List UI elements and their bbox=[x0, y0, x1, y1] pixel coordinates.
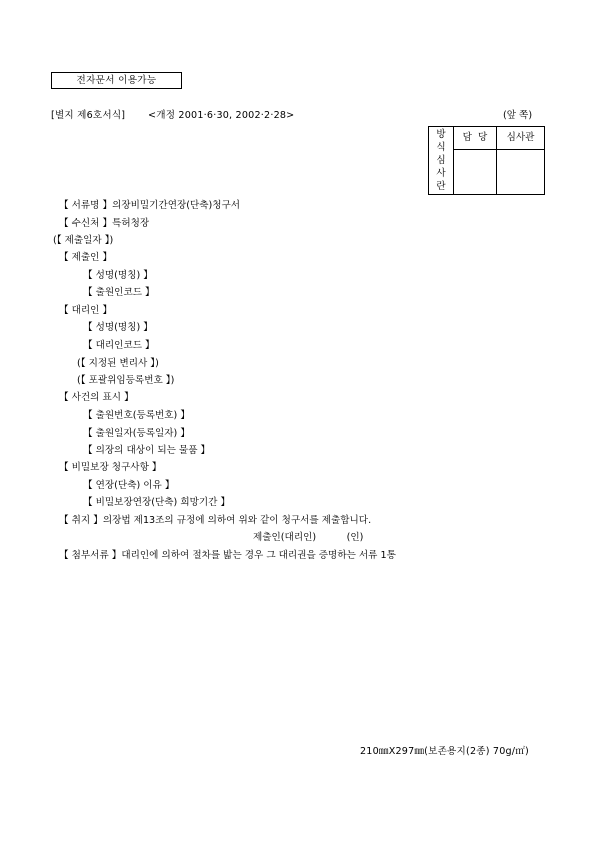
officer-header: 담 당 bbox=[454, 127, 497, 150]
desired-period-field: 【 비밀보장연장(단축) 희망기간 】 bbox=[83, 497, 231, 508]
signature-line: 제출인(대리인) (인) bbox=[253, 532, 364, 543]
review-box bbox=[428, 126, 545, 195]
secret-request-section: 【 비밀보장 청구사항 】 bbox=[59, 462, 162, 473]
application-date-field: 【 출원일자(등록일자) 】 bbox=[83, 428, 190, 439]
review-label-char: 식 bbox=[436, 142, 446, 153]
designated-attorney-field: (【 지정된 변리사 】) bbox=[77, 358, 159, 369]
recipient-field: 【 수신처 】특허청장 bbox=[59, 218, 150, 229]
submitter-section: 【 제출인 】 bbox=[59, 252, 113, 263]
officer-sign-cell bbox=[454, 150, 497, 195]
form-number: [별지 제6호서식] bbox=[51, 110, 126, 121]
submitter-code-field: 【 출원인코드 】 bbox=[83, 287, 155, 298]
examiner-header: 심사관 bbox=[497, 127, 545, 150]
agent-code-field: 【 대리인코드 】 bbox=[83, 340, 155, 351]
review-label-char: 사 bbox=[436, 168, 446, 179]
review-label-char: 방 bbox=[436, 129, 446, 140]
paper-spec-footer: 210㎜X297㎜(보존용지(2종) 70g/㎡) bbox=[360, 746, 529, 757]
page-side-label: (앞 쪽) bbox=[503, 110, 533, 121]
reason-field: 【 연장(단축) 이유 】 bbox=[83, 480, 175, 491]
electronic-document-label: 전자문서 이용가능 bbox=[51, 72, 182, 89]
agent-name-field: 【 성명(명칭) 】 bbox=[83, 322, 153, 333]
case-display-section: 【 사건의 표시 】 bbox=[59, 392, 134, 403]
purpose-field: 【 취지 】의장법 제13조의 규정에 의하여 위와 같이 청구서를 제출합니다. bbox=[59, 515, 372, 526]
application-number-field: 【 출원번호(등록번호) 】 bbox=[83, 410, 190, 421]
general-registration-field: (【 포괄위임등록번호 】) bbox=[77, 375, 175, 386]
submit-date-field: (【 제출일자 】) bbox=[53, 235, 114, 246]
review-label-char: 란 bbox=[436, 181, 446, 192]
amendment-note: <개정 2001·6·30, 2002·2·28> bbox=[148, 110, 295, 121]
examiner-sign-cell bbox=[497, 150, 545, 195]
submitter-name-field: 【 성명(명칭) 】 bbox=[83, 270, 153, 281]
article-field: 【 의장의 대상이 되는 물품 】 bbox=[83, 445, 211, 456]
agent-section: 【 대리인 】 bbox=[59, 305, 113, 316]
attachments-field: 【 첨부서류 】대리인에 의하여 절차를 밟는 경우 그 대리권을 증명하는 서류 1통 bbox=[59, 550, 396, 561]
review-vertical-label bbox=[429, 127, 454, 195]
doc-name-field: 【 서류명 】의장비밀기간연장(단축)청구서 bbox=[59, 200, 241, 211]
review-label-char: 심 bbox=[436, 155, 446, 166]
